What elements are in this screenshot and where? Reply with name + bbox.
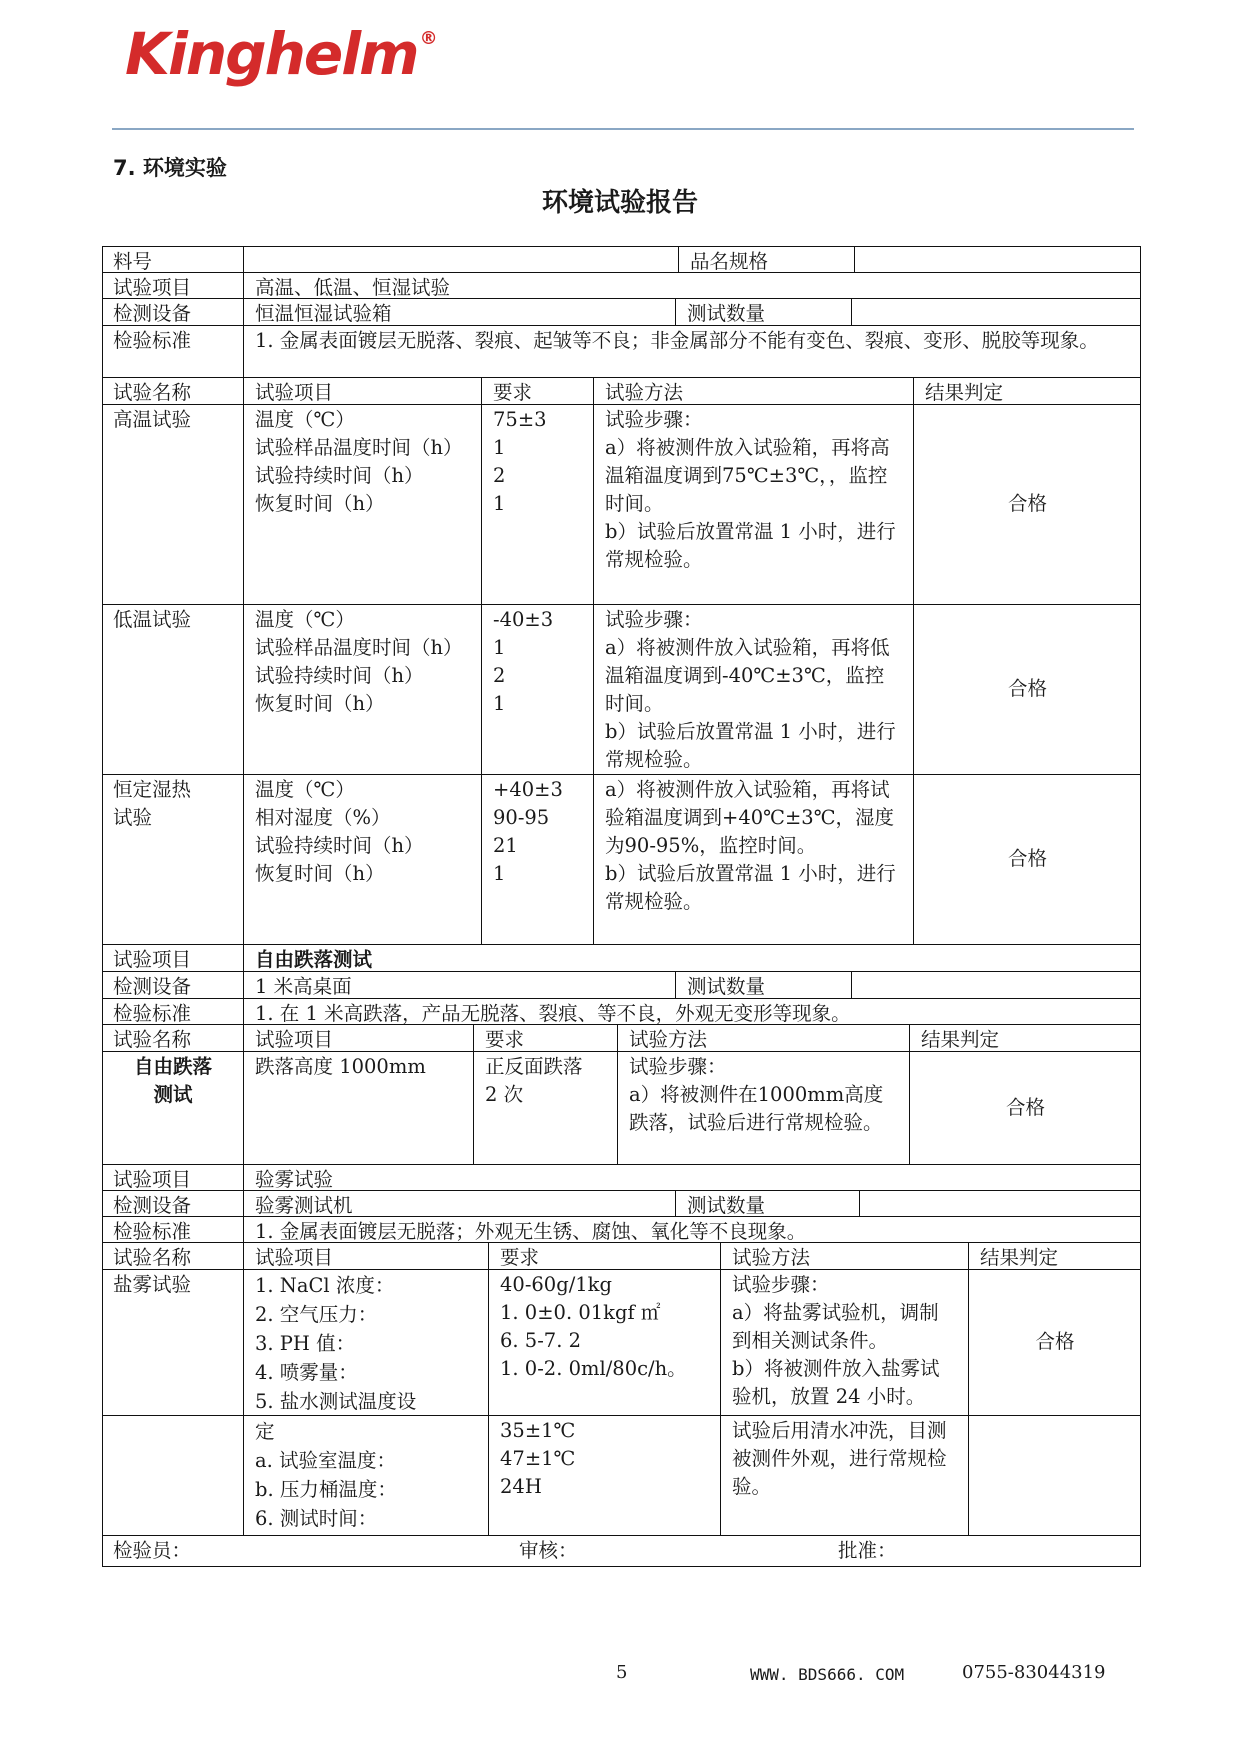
test-name-low-temp: 低温试验: [113, 608, 192, 631]
method-drop: 试验步骤： a）将被测件在1000mm高度跌落，试验后进行常规检验。: [617, 1051, 909, 1164]
header-test-name-3: 试验名称: [113, 1246, 192, 1269]
salt-equipment-value: 验雾测试机: [243, 1190, 675, 1216]
label-equipment-2: 检测设备: [113, 975, 192, 998]
items-low-temp: 温度（℃） 试验样品温度时间（h） 试验持续时间（h） 恢复时间（h）: [243, 604, 481, 774]
test-name-high-temp: 高温试验: [113, 408, 192, 431]
method-high-temp: 试验步骤： a）将被测件放入试验箱，再将高温箱温度调到75℃±3℃，，监控时间。 b）试验后放置常温 1 小时，进行常规检验。: [593, 404, 913, 604]
row-equipment-1: [102, 298, 1141, 325]
result-drop: 合格: [909, 1051, 1141, 1164]
standard-value: 1. 金属表面镀层无脱落、裂痕、起皱等不良；非金属部分不能有变色、裂痕、变形、脱胶等现象。: [243, 325, 1141, 377]
row-salt-spray-cont: [102, 1415, 1141, 1535]
header-test-name: 试验名称: [113, 381, 192, 404]
row-equipment-3: [102, 1190, 1141, 1216]
header-method: 试验方法: [593, 377, 913, 404]
header-divider: [112, 128, 1134, 130]
result-salt-cont: [968, 1415, 1141, 1535]
test-name-humidity: 恒定湿热 试验: [113, 778, 192, 829]
product-spec-value: [854, 246, 1141, 272]
header-requirement-3: 要求: [488, 1242, 720, 1269]
items-humidity: 温度（℃） 相对湿度（%） 试验持续时间（h） 恢复时间（h）: [243, 774, 481, 944]
req-high-temp: 75±3 1 2 1: [481, 404, 593, 604]
row-standard-1: [102, 325, 1141, 377]
header-test-item-2: 试验项目: [243, 1024, 473, 1051]
drop-standard-value: 1. 在 1 米高跌落，产品无脱落、裂痕、等不良，外观无变形等现象。: [243, 998, 1141, 1024]
review-label: 审核：: [519, 1539, 578, 1562]
method-salt-cont: 试验后用清水冲洗，目测被测件外观，进行常规检验。: [720, 1415, 968, 1535]
result-low-temp: 合格: [913, 604, 1141, 774]
row-header-2: [102, 1024, 1141, 1051]
req-salt: 40-60g/1kg 1. 0±0. 01kgf ㎡ 6. 5-7. 2 1. 0-2. 0ml/80c/h。: [488, 1269, 720, 1415]
items-salt: 1. NaCl 浓度： 2. 空气压力： 3. PH 值： 4. 喷雾量： 5. 盐水测试温度设: [243, 1269, 488, 1415]
method-low-temp: 试验步骤： a）将被测件放入试验箱，再将低温箱温度调到-40℃±3℃，监控时间。 b）试验后放置常温 1 小时，进行常规检验。: [593, 604, 913, 774]
header-result-2: 结果判定: [909, 1024, 1141, 1051]
items-high-temp: 温度（℃） 试验样品温度时间（h） 试验持续时间（h） 恢复时间（h）: [243, 404, 481, 604]
label-product-spec: 品名规格: [678, 246, 854, 272]
result-high-temp: 合格: [913, 404, 1141, 604]
items-drop: 跌落高度 1000mm: [243, 1051, 473, 1164]
row-salt-spray: [102, 1269, 1141, 1415]
row-test-item-1: [102, 272, 1141, 298]
footer-phone: 0755-83044319: [962, 1662, 1106, 1683]
row-drop-test: [102, 1051, 1141, 1164]
req-low-temp: -40±3 1 2 1: [481, 604, 593, 774]
inspector-label: 检验员：: [113, 1539, 192, 1562]
row-standard-3: [102, 1216, 1141, 1242]
row-high-temp: [102, 404, 1141, 604]
salt-quantity-value: [859, 1190, 1141, 1216]
section-title: 7. 环境实验: [113, 156, 227, 180]
row-test-item-2: [102, 944, 1141, 971]
row-signatures: [102, 1535, 1141, 1565]
method-humidity: a）将被测件放入试验箱，再将试验箱温度调到+40℃±3℃，湿度为90-95%，监控时间。 b）试验后放置常温 1 小时，进行常规检验。: [593, 774, 913, 944]
label-standard: 检验标准: [113, 329, 192, 352]
header-test-name-2: 试验名称: [113, 1028, 192, 1051]
header-method-2: 试验方法: [617, 1024, 909, 1051]
drop-quantity-value: [851, 971, 1141, 998]
row-test-item-3: [102, 1164, 1141, 1190]
result-salt: 合格: [968, 1269, 1141, 1415]
row-low-temp: [102, 604, 1141, 774]
salt-standard-value: 1. 金属表面镀层无脱落；外观无生锈、腐蚀、氧化等不良现象。: [243, 1216, 1141, 1242]
req-humidity: +40±3 90-95 21 1: [481, 774, 593, 944]
label-test-item-3: 试验项目: [113, 1168, 192, 1190]
row-header-1: [102, 377, 1141, 404]
brand-logo: Kinghelm ®: [125, 20, 436, 88]
result-humidity: 合格: [913, 774, 1141, 944]
label-test-item-2: 试验项目: [113, 948, 192, 971]
items-salt-cont: 定 a. 试验室温度： b. 压力桶温度： 6. 测试时间：: [243, 1415, 488, 1535]
row-equipment-2: [102, 971, 1141, 998]
footer-website: WWW. BDS666. COM: [750, 1665, 905, 1684]
equipment-value: 恒温恒湿试验箱: [243, 298, 675, 325]
test-item-value: 高温、低温、恒湿试验: [243, 272, 1141, 298]
req-drop: 正反面跌落 2 次: [473, 1051, 617, 1164]
row-part-no: [102, 246, 1141, 272]
header-requirement-2: 要求: [473, 1024, 617, 1051]
label-quantity-3: 测试数量: [675, 1190, 859, 1216]
header-requirement: 要求: [481, 377, 593, 404]
header-result-3: 结果判定: [968, 1242, 1141, 1269]
label-standard-3: 检验标准: [113, 1220, 192, 1242]
approve-label: 批准：: [838, 1539, 897, 1562]
label-standard-2: 检验标准: [113, 1002, 192, 1024]
label-equipment: 检测设备: [113, 302, 192, 325]
row-standard-2: [102, 998, 1141, 1024]
row-humidity: [102, 774, 1141, 944]
report-table: [102, 246, 1141, 1605]
label-equipment-3: 检测设备: [113, 1194, 192, 1216]
drop-test-item-value: 自由跌落测试: [243, 944, 1141, 971]
report-title: 环境试验报告: [541, 188, 698, 218]
test-name-drop: 自由跌落 测试: [133, 1055, 212, 1106]
page-number: 5: [616, 1662, 628, 1683]
header-test-item-3: 试验项目: [243, 1242, 488, 1269]
quantity-value: [851, 298, 1141, 325]
label-test-item: 试验项目: [113, 276, 192, 298]
row-header-3: [102, 1242, 1141, 1269]
test-name-salt-cont: [102, 1415, 243, 1535]
part-no-value: [243, 246, 678, 272]
header-test-item: 试验项目: [243, 377, 481, 404]
label-quantity: 测试数量: [675, 298, 851, 325]
label-part-no: 料号: [113, 250, 153, 272]
salt-test-item-value: 验雾试验: [243, 1164, 1141, 1190]
method-salt: 试验步骤： a）将盐雾试验机，调制到相关测试条件。 b）将被测件放入盐雾试验机，放置 24 小时。: [720, 1269, 968, 1415]
label-quantity-2: 测试数量: [675, 971, 851, 998]
req-salt-cont: 35±1℃ 47±1℃ 24H: [488, 1415, 720, 1535]
test-name-salt: 盐雾试验: [113, 1273, 192, 1296]
drop-equipment-value: 1 米高桌面: [243, 971, 675, 998]
header-method-3: 试验方法: [720, 1242, 968, 1269]
header-result: 结果判定: [913, 377, 1141, 404]
